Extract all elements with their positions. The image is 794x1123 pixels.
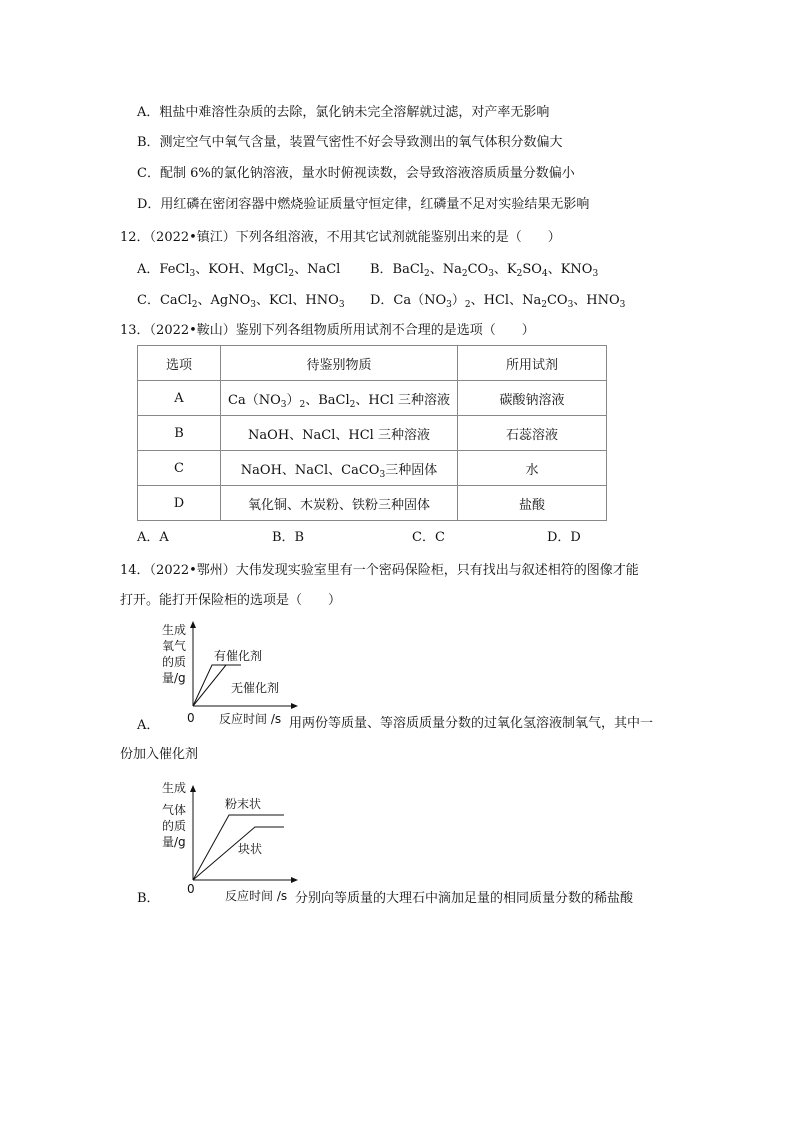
graph-b-letter: B．: [137, 891, 160, 906]
header-substances: 待鉴别物质: [221, 346, 458, 381]
row-substances: 氧化铜、木炭粉、铁粉三种固体: [221, 486, 458, 521]
q14-stem-line2: 打开。能打开保险柜的选项是（ ）: [120, 593, 342, 608]
graph-a-x-arrow: [291, 703, 298, 709]
q13-stem: 13．（2022•鞍山）鉴别下列各组物质所用试剂不合理的是选项（ ）: [120, 323, 535, 338]
graph-b-origin: 0: [187, 882, 195, 894]
header-option: 选项: [138, 346, 221, 381]
q12-stem: 12．（2022•镇江）下列各组溶液，不用其它试剂就能鉴别出来的是（ ）: [120, 230, 561, 245]
row-reagent: 碳酸钠溶液: [458, 381, 607, 416]
row-option: A: [138, 381, 221, 416]
q13-answer-c: C．C: [412, 530, 445, 545]
table-row: [138, 381, 607, 416]
graph-b-ylabel-3: 的质: [162, 819, 187, 833]
q11-option-a: A．粗盐中难溶性杂质的去除，氯化钠未完全溶解就过滤，对产率无影响: [137, 105, 550, 120]
graph-b-desc: 分别向等质量的大理石中滴加足量的相同质量分数的稀盐酸: [295, 891, 634, 906]
row-option: D: [138, 486, 221, 521]
graph-a-label-no-catalyst: 无催化剂: [231, 681, 280, 695]
row-reagent: 盐酸: [458, 486, 607, 521]
row-option: B: [138, 416, 221, 451]
q12-option-c: C．CaCl$_2$、AgNO$_3$、KCl、$HNO_3$: [137, 293, 345, 310]
graph-a-desc-line1: 用两份等质量、等溶质质量分数的过氧化氢溶液制氧气，其中一: [289, 716, 654, 731]
graph-a-xlabel: 反应时间 /s: [219, 712, 282, 726]
graph-b-ylabel-1: 生成: [162, 781, 187, 795]
graph-a-ylabel-1: 生成: [162, 623, 187, 637]
q11-option-b: B．测定空气中氧气含量，装置气密性不好会导致测出的氧气体积分数偏大: [137, 135, 563, 150]
row-option: C: [138, 451, 221, 486]
graph-b-label-lump: 块状: [238, 842, 263, 856]
q13-answer-b: B．B: [272, 530, 305, 545]
q12-option-a: A．FeCl$_3$、KOH、MgCl$_2$、NaCl: [137, 262, 341, 279]
row-substances: NaOH、NaCl、HCl 三种溶液: [221, 416, 458, 451]
q13-table: [137, 345, 607, 521]
q14-stem-line1: 14．（2022•鄂州）大伟发现实验室里有一个密码保险柜，只有找出与叙述相符的图像才能: [120, 563, 639, 578]
row-substances: $Ca(NO_3)_2$、BaCl$_2$、HCl 三种溶液: [221, 381, 458, 416]
graph-a-desc-line2: 份加入催化剂: [120, 747, 199, 762]
q11-option-c: C．配制 6%的氯化钠溶液，量水时俯视读数，会导致溶液溶质质量分数偏小: [137, 166, 575, 181]
row-reagent: 石蕊溶液: [458, 416, 607, 451]
graph-a-ylabel-4: 量/g: [162, 671, 186, 685]
q12-option-b: B．BaCl$_2$、$Na_2CO_3$、$K_2SO_4$、$KNO_3$: [370, 262, 599, 279]
graph-b-x-arrow: [291, 877, 298, 883]
q13-answer-d: D．D: [547, 530, 581, 545]
q13-answer-a: A．A: [137, 530, 169, 545]
graph-b-xlabel: 反应时间 /s: [225, 889, 288, 903]
q12-option-d: D．$Ca(NO_3)_2$、HCl、$Na_2CO_3$、$HNO_3$: [370, 293, 626, 310]
table-row: [138, 486, 607, 521]
graph-a-letter: A．: [137, 718, 160, 733]
q11-option-d: D．用红磷在密闭容器中燃烧验证质量守恒定律，红磷量不足对实验结果无影响: [137, 197, 590, 212]
header-reagent: 所用试剂: [458, 346, 607, 381]
graph-b-y-arrow: [190, 785, 196, 792]
table-row: [138, 451, 607, 486]
graph-a-label-catalyst: 有催化剂: [214, 649, 263, 663]
table-header-row: [138, 346, 607, 381]
graph-b-label-powder: 粉末状: [225, 797, 262, 811]
graph-b-ylabel-4: 量/g: [162, 835, 186, 849]
graph-a-origin: 0: [187, 711, 195, 725]
graph-a-ylabel-2: 氧气: [162, 639, 187, 653]
graph-b: [150, 776, 300, 894]
graph-a-ylabel-3: 的质: [162, 655, 187, 669]
row-substances: NaOH、NaCl、CaCO$_3$三种固体: [221, 451, 458, 486]
table-row: [138, 416, 607, 451]
graph-b-ylabel-2: 气体: [162, 803, 187, 817]
row-reagent: 水: [458, 451, 607, 486]
graph-a-y-arrow: [190, 621, 196, 628]
